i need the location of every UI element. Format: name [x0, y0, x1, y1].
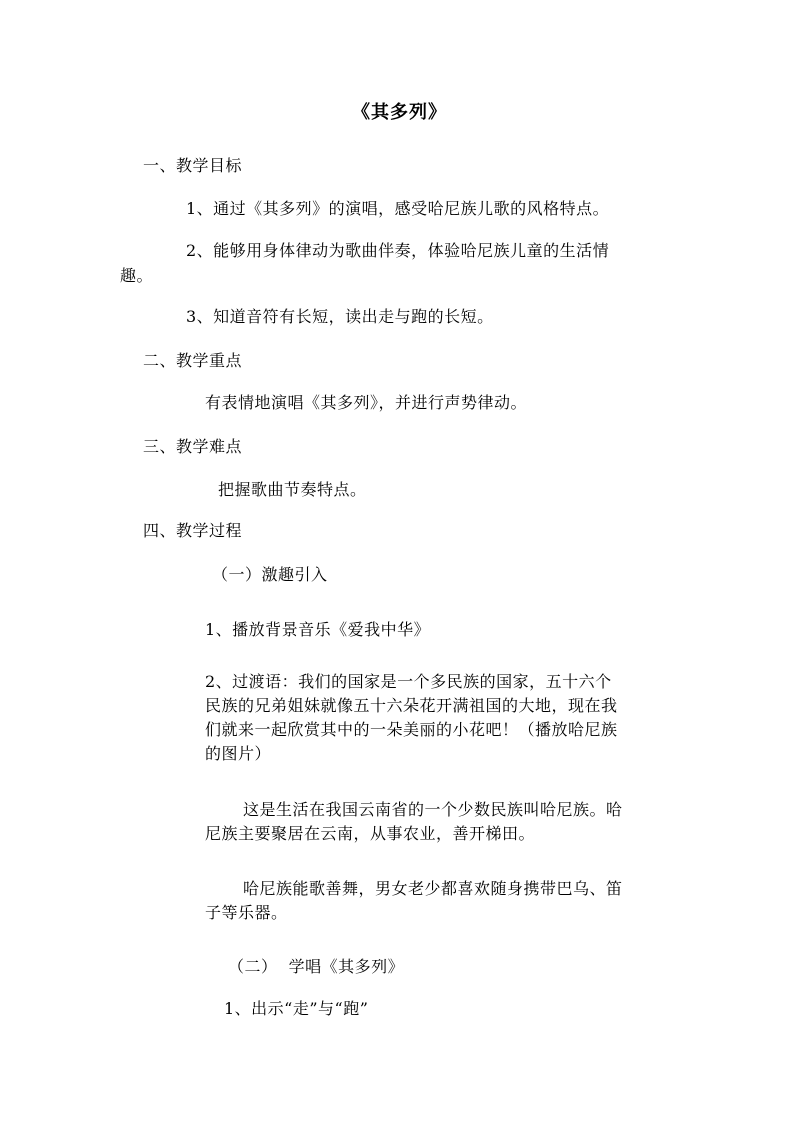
difficulties-text: 把握歌曲节奏特点。: [218, 480, 367, 499]
section-heading-key-points: 二、教学重点: [143, 351, 243, 370]
intro-item-2-line-2: 民族的兄弟姐妹就像五十六朵花开满祖国的大地，现在我: [205, 696, 618, 715]
key-points-text: 有表情地演唱《其多列》，并进行声势律动。: [205, 393, 528, 412]
intro-paragraph-2-line-2: 子等乐器。: [205, 903, 288, 922]
section-heading-difficulties: 三、教学难点: [143, 437, 243, 456]
section-heading-process: 四、教学过程: [143, 521, 243, 540]
intro-item-2-line-4: 的图片）: [205, 744, 272, 763]
subsection-heading-learn-song: （二） 学唱《其多列》: [228, 957, 405, 976]
document-title: 《其多列》: [352, 102, 447, 123]
section-heading-objectives: 一、教学目标: [143, 156, 243, 175]
intro-paragraph-1-line-1: 这是生活在我国云南省的一个少数民族叫哈尼族。哈: [243, 800, 623, 819]
learn-song-item-1: 1、出示“走”与“跑”: [224, 999, 369, 1018]
intro-item-2-line-3: 们就来一起欣赏其中的一朵美丽的小花吧！（播放哈尼族: [205, 720, 618, 739]
intro-paragraph-2-line-1: 哈尼族能歌善舞，男女老少都喜欢随身携带巴乌、笛: [243, 879, 623, 898]
objective-item-2-line-1: 2、能够用身体律动为歌曲伴奏，体验哈尼族儿童的生活情: [186, 241, 610, 260]
intro-item-2-line-1: 2、过渡语：我们的国家是一个多民族的国家，五十六个: [205, 672, 612, 691]
objective-item-3: 3、知道音符有长短，读出走与跑的长短。: [186, 307, 494, 326]
subsection-heading-intro: （一）激趣引入: [212, 565, 328, 584]
objective-item-1: 1、通过《其多列》的演唱，感受哈尼族儿歌的风格特点。: [186, 199, 610, 218]
intro-item-1: 1、播放背景音乐《爱我中华》: [205, 620, 431, 639]
intro-paragraph-1-line-2: 尼族主要聚居在云南，从事农业，善开梯田。: [205, 824, 536, 843]
objective-item-2-line-2: 趣。: [120, 266, 154, 285]
